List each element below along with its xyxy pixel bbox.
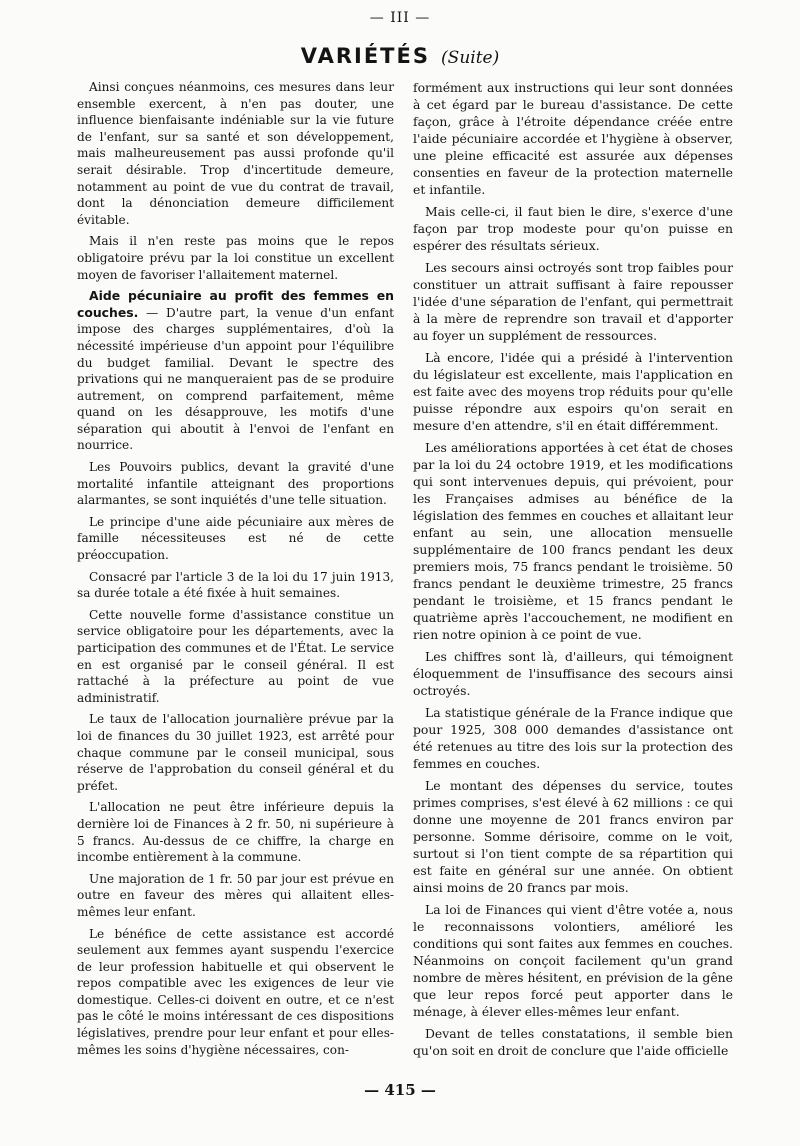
paragraph: L'allocation ne peut être inférieure depuis la dernière loi de Finances à 2 fr. 50, ni supérieure à 5 francs. Au-dessus de ce chiffre, la charge en incombe entièrement à la commune. [77,800,394,865]
running-head: — III — [369,10,431,26]
paragraph: Les chiffres sont là, d'ailleurs, qui témoignent éloquemment de l'insuffisance des secours ainsi octroyés. [413,649,733,698]
subsection-heading: Aide pécuniaire au profit des femmes en couches. [77,288,394,320]
paragraph: Là encore, l'idée qui a présidé à l'intervention du législateur est excellente, mais l'application en est faite avec des moyens trop réduits pour qu'elle puisse répondre aux espoirs qu'on serait en mesure d'en attendre, s'il en était différemment. [413,350,733,433]
paragraph: La statistique générale de la France indique que pour 1925, 308 000 demandes d'assistance ont été retenues au titre des lois sur la protection des femmes en couches. [413,705,733,771]
paragraph: Le montant des dépenses du service, toutes primes comprises, s'est élevé à 62 millions : ce qui donne une moyenne de 201 francs environ par personne. Somme dérisoire, comme on le voit, surtout si l'on tient compte de sa répartition qui est faite en général sur une année. On obtient ainsi moins de 20 francs par mois. [413,778,733,895]
paragraph: Les Pouvoirs publics, devant la gravité d'une mortalité infantile atteignant des proportions alarmantes, se sont inquiétés d'une telle situation. [77,460,394,508]
paragraph: Mais celle-ci, il faut bien le dire, s'exerce d'une façon par trop modeste pour qu'on puisse en espérer des résultats sérieux. [413,204,733,253]
page-number: — 415 — [364,1081,436,1099]
paragraph: Les secours ainsi octroyés sont trop faibles pour constituer un attrait suffisant à faire repousser l'idée d'une séparation de l'enfant, qui permettrait à la mère de reprendre son travail et d'apporter au foyer un supplément de ressources. [413,260,733,343]
paragraph: Les améliorations apportées à cet état de choses par la loi du 24 octobre 1919, et les modifications qui sont intervenues depuis, qui prévoient, pour les Françaises admises au bénéfice de la législation des femmes en couches et allaitant leur enfant au sein, une allocation mensuelle supplémentaire de 100 francs pendant les deux premiers mois, 75 francs pendant le troisième. 50 francs pendant le deuxième trimestre, 25 francs pendant le troisième, et 15 francs pendant le quatrième après l'accouchement, ne modifient en rien notre opinion à ce point de vue. [413,440,733,642]
paragraph-text: — D'autre part, la venue d'un enfant impose des charges supplémentaires, d'où la nécessité impérieuse d'un appoint pour l'équilibre du budget familial. Devant le spectre des privations qui ne manqueraient pas de se produire autrement, on comprend parfaitement, même quand on les désapprouve, les motifs d'une séparation qui aboutit à l'envoi de l'enfant en nourrice. [77,305,394,453]
section-title-suffix: (Suite) [441,48,500,68]
paragraph: Le principe d'une aide pécuniaire aux mères de famille nécessiteuses est né de cette préoccupation. [77,514,394,563]
left-column [77,79,394,1063]
paragraph: Le taux de l'allocation journalière prévue par la loi de finances du 30 juillet 1923, est arrêté pour chaque commune par le conseil municipal, sous réserve de l'approbation du conseil général et du préfet. [77,712,394,793]
paragraph [77,288,394,454]
paragraph: Une majoration de 1 fr. 50 par jour est prévue en outre en faveur des mères qui allaitent elles-mêmes leur enfant. [77,871,394,919]
right-column [413,79,733,1064]
paragraph: La loi de Finances qui vient d'être votée a, nous le reconnaissons volontiers, amélioré les conditions qui sont faites aux femmes en couches. Néanmoins on conçoit facilement qu'un grand nombre de mères hésitent, en prévision de la gêne que leur repos forcé peut apporter dans le ménage, à élever elles-mêmes leur enfant. [413,902,733,1019]
paragraph: Cette nouvelle forme d'assistance constitue un service obligatoire pour les départements, avec la participation des communes et de l'État. Le service en est organisé par le conseil général. Il est rattaché à la préfecture au point de vue administratif. [77,607,394,705]
paragraph: Devant de telles constatations, il semble bien qu'on soit en droit de conclure que l'aide officielle [413,1026,733,1058]
section-title [0,44,800,68]
paragraph: formément aux instructions qui leur sont données à cet égard par le bureau d'assistance. De cette façon, grâce à l'étroite dépendance créée entre l'aide pécuniaire accordée et l'hygiène à observer, une pleine efficacité est assurée aux dépenses consenties en faveur de la protection maternelle et infantile. [413,80,733,197]
paragraph: Le bénéfice de cette assistance est accordé seulement aux femmes ayant suspendu l'exercice de leur profession habituelle et qui observent le repos compatible avec les exigences de leur vie domestique. Celles-ci doivent en outre, et ce n'est pas le côté le moins intéressant de ces dispositions législatives, prendre pour leur enfant et pour elles-mêmes les soins d'hygiène nécessaires, con- [77,926,394,1057]
paragraph: Mais il n'en reste pas moins que le repos obligatoire prévu par la loi constitue un excellent moyen de favoriser l'allaitement maternel. [77,234,394,282]
paragraph: Consacré par l'article 3 de la loi du 17 juin 1913, sa durée totale a été fixée à huit semaines. [77,569,394,601]
section-title-main: VARIÉTÉS [300,44,430,68]
paragraph: Ainsi conçues néanmoins, ces mesures dans leur ensemble exercent, à n'en pas douter, une influence bienfaisante indéniable sur la vie future de l'enfant, sur sa santé et son développement, mais malheureusement pas aussi profonde qu'il serait désirable. Trop d'incertitude demeure, notamment au point de vue du contrat de travail, dont la dénonciation demeure difficilement évitable. [77,80,394,227]
